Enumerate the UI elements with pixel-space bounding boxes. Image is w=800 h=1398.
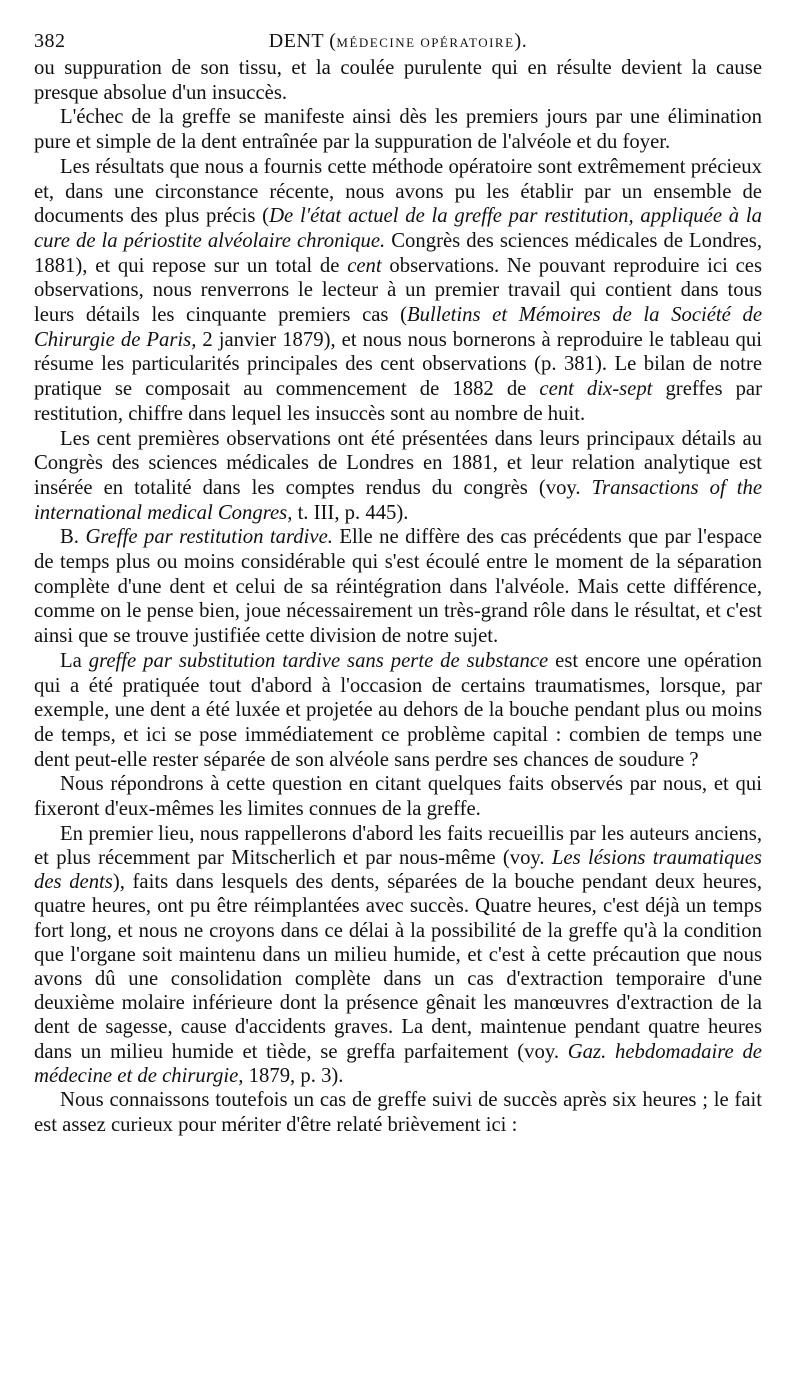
- p4-citation-transactions: Transactions of the international medical Congres,: [34, 476, 762, 524]
- p5-section-title: Greffe par restitution tardive.: [85, 526, 333, 549]
- p4-text-c: t. III, p. 445).: [292, 501, 409, 524]
- paragraph-2: L'échec de la greffe se manifeste ainsi dès les premiers jours par une élimination pure et simple de la dent entraînée par la suppuration de l'alvéole et du foyer.: [34, 106, 762, 154]
- paragraph-6: [34, 649, 762, 773]
- p3-text-c: Congrès des sciences médicales de Londres, 1881), et qui repose sur un total de: [34, 229, 762, 277]
- running-head-end: ).: [514, 30, 528, 52]
- paragraph-8: [34, 822, 762, 1088]
- p3-emphasis-count: cent dix-sept: [539, 378, 653, 401]
- paragraph-9: Nous connaissons toutefois un cas de greffe suivi de succès après six heures ; le fait est assez curieux pour mériter d'être relaté brièvement ici :: [34, 1089, 762, 1136]
- paragraph-5: [34, 525, 762, 649]
- p8-citation-lesions: Les lésions traumatiques des dents: [34, 847, 762, 894]
- paragraph-1: ou suppuration de son tissu, et la coulée purulente qui en résulte devient la cause presque absolue d'un insuccès.: [34, 57, 762, 104]
- p8-text-e: 1879, p. 3).: [243, 1064, 344, 1087]
- p8-text-a: En premier lieu, nous rappellerons d'abord les faits recueillis par les auteurs anciens, et plus récemment par Mitscherlich et par nous-même (voy.: [34, 822, 762, 869]
- p8-text-c: ), faits dans lesquels des dents, séparées de la bouche pendant deux heures, quatre heures, ont pu être réimplantées avec succès. Quatre heures, c'est déjà un temps fort long, et nous ne croyons dans ce délai à la possibilité de la greffe qu'à la condition que l'organe soit maintenu dans un milieu humide, et c'est à cette précaution que nous avons dû une consolidation complète dans un cas d'extraction temporaire d'une deuxième molaire inférieure dont la présence gênait les manœuvres d'extraction de la dent de sagesse, cause d'accidents graves. La dent, maintenue pendant quatre heures dans un milieu humide et tiède, se greffa parfaitement (voy.: [34, 871, 762, 1063]
- p6-emphasis-term: greffe par substitution tardive sans perte de substance: [88, 649, 549, 672]
- p3-emphasis-cent: cent: [347, 254, 382, 277]
- p3-text-i: greffes par restitution, chiffre dans lequel les insuccès sont au nombre de huit.: [34, 378, 762, 425]
- paragraph-4: [34, 427, 762, 526]
- p6-text-c: est encore une opération qui a été pratiquée tout d'abord à l'occasion de certains traumatismes, lorsque, par exemple, une dent a été luxée et projetée au dehors de la bouche pendant plus ou moins de temps, et ici se pose immédiatement ce problème capital : combien de temps une dent peut-elle rester séparée de son alvéole sans perdre ses chances de soudure ?: [34, 649, 762, 771]
- p5-section-letter: B.: [60, 526, 86, 549]
- p6-text-a: La: [60, 649, 89, 672]
- page-number: 382: [34, 30, 66, 52]
- p5-text-c: Elle ne diffère des cas précédents que par l'espace de temps plus ou moins considérable qui s'est écoulé entre le moment de la séparation complète d'une dent et celui de sa réintégration dans l'alvéole. Mais cette différence, comme on le pense bien, joue nécessairement un très-grand rôle dans le résultat, et c'est ainsi que se trouve justifiée cette division de notre sujet.: [34, 526, 762, 648]
- p3-citation-bulletins: Bulletins et Mémoires de la Société de Chirurgie de Paris,: [34, 304, 763, 351]
- running-head-title: [34, 30, 762, 53]
- p3-text-e: observations. Ne pouvant reproduire ici ces observations, nous renverrons le lecteur à un premier travail qui contient dans tous leurs détails les cinquante premiers cas (: [34, 254, 763, 327]
- running-head-subtitle: MÉDECINE OPÉRATOIRE: [336, 35, 515, 50]
- body-text: [34, 56, 762, 1137]
- running-head-main: DENT (: [268, 30, 337, 52]
- p3-text-a: Les résultats que nous a fournis cette méthode opératoire sont extrêmement précieux et, dans une circonstance récente, nous avons pu les établir par un ensemble de documents des plus précis (: [34, 155, 762, 228]
- p4-text-a: Les cent premières observations ont été présentées dans leurs principaux détails au Congrès des sciences médicales de Londres en 1881, et leur relation analytique est insérée en totalité dans les comptes rendus du congrès (voy.: [34, 427, 762, 499]
- paragraph-7: Nous répondrons à cette question en citant quelques faits observés par nous, et qui fixeront d'eux-mêmes les limites connues de la greffe.: [34, 773, 762, 821]
- running-head: [34, 30, 762, 56]
- paragraph-3: [34, 155, 762, 427]
- p3-citation-title: De l'état actuel de la greffe par restitution, appliquée à la cure de la périostite alvéolaire chronique.: [34, 205, 762, 252]
- p3-text-g: 2 janvier 1879), et nous nous bornerons à reproduire le tableau qui résume les particularités principales des cent observations (p. 381). Le bilan de notre pratique se composait au commencement de 1882 de: [34, 328, 762, 401]
- p8-citation-gazette: Gaz. hebdomadaire de médecine et de chirurgie,: [34, 1040, 762, 1087]
